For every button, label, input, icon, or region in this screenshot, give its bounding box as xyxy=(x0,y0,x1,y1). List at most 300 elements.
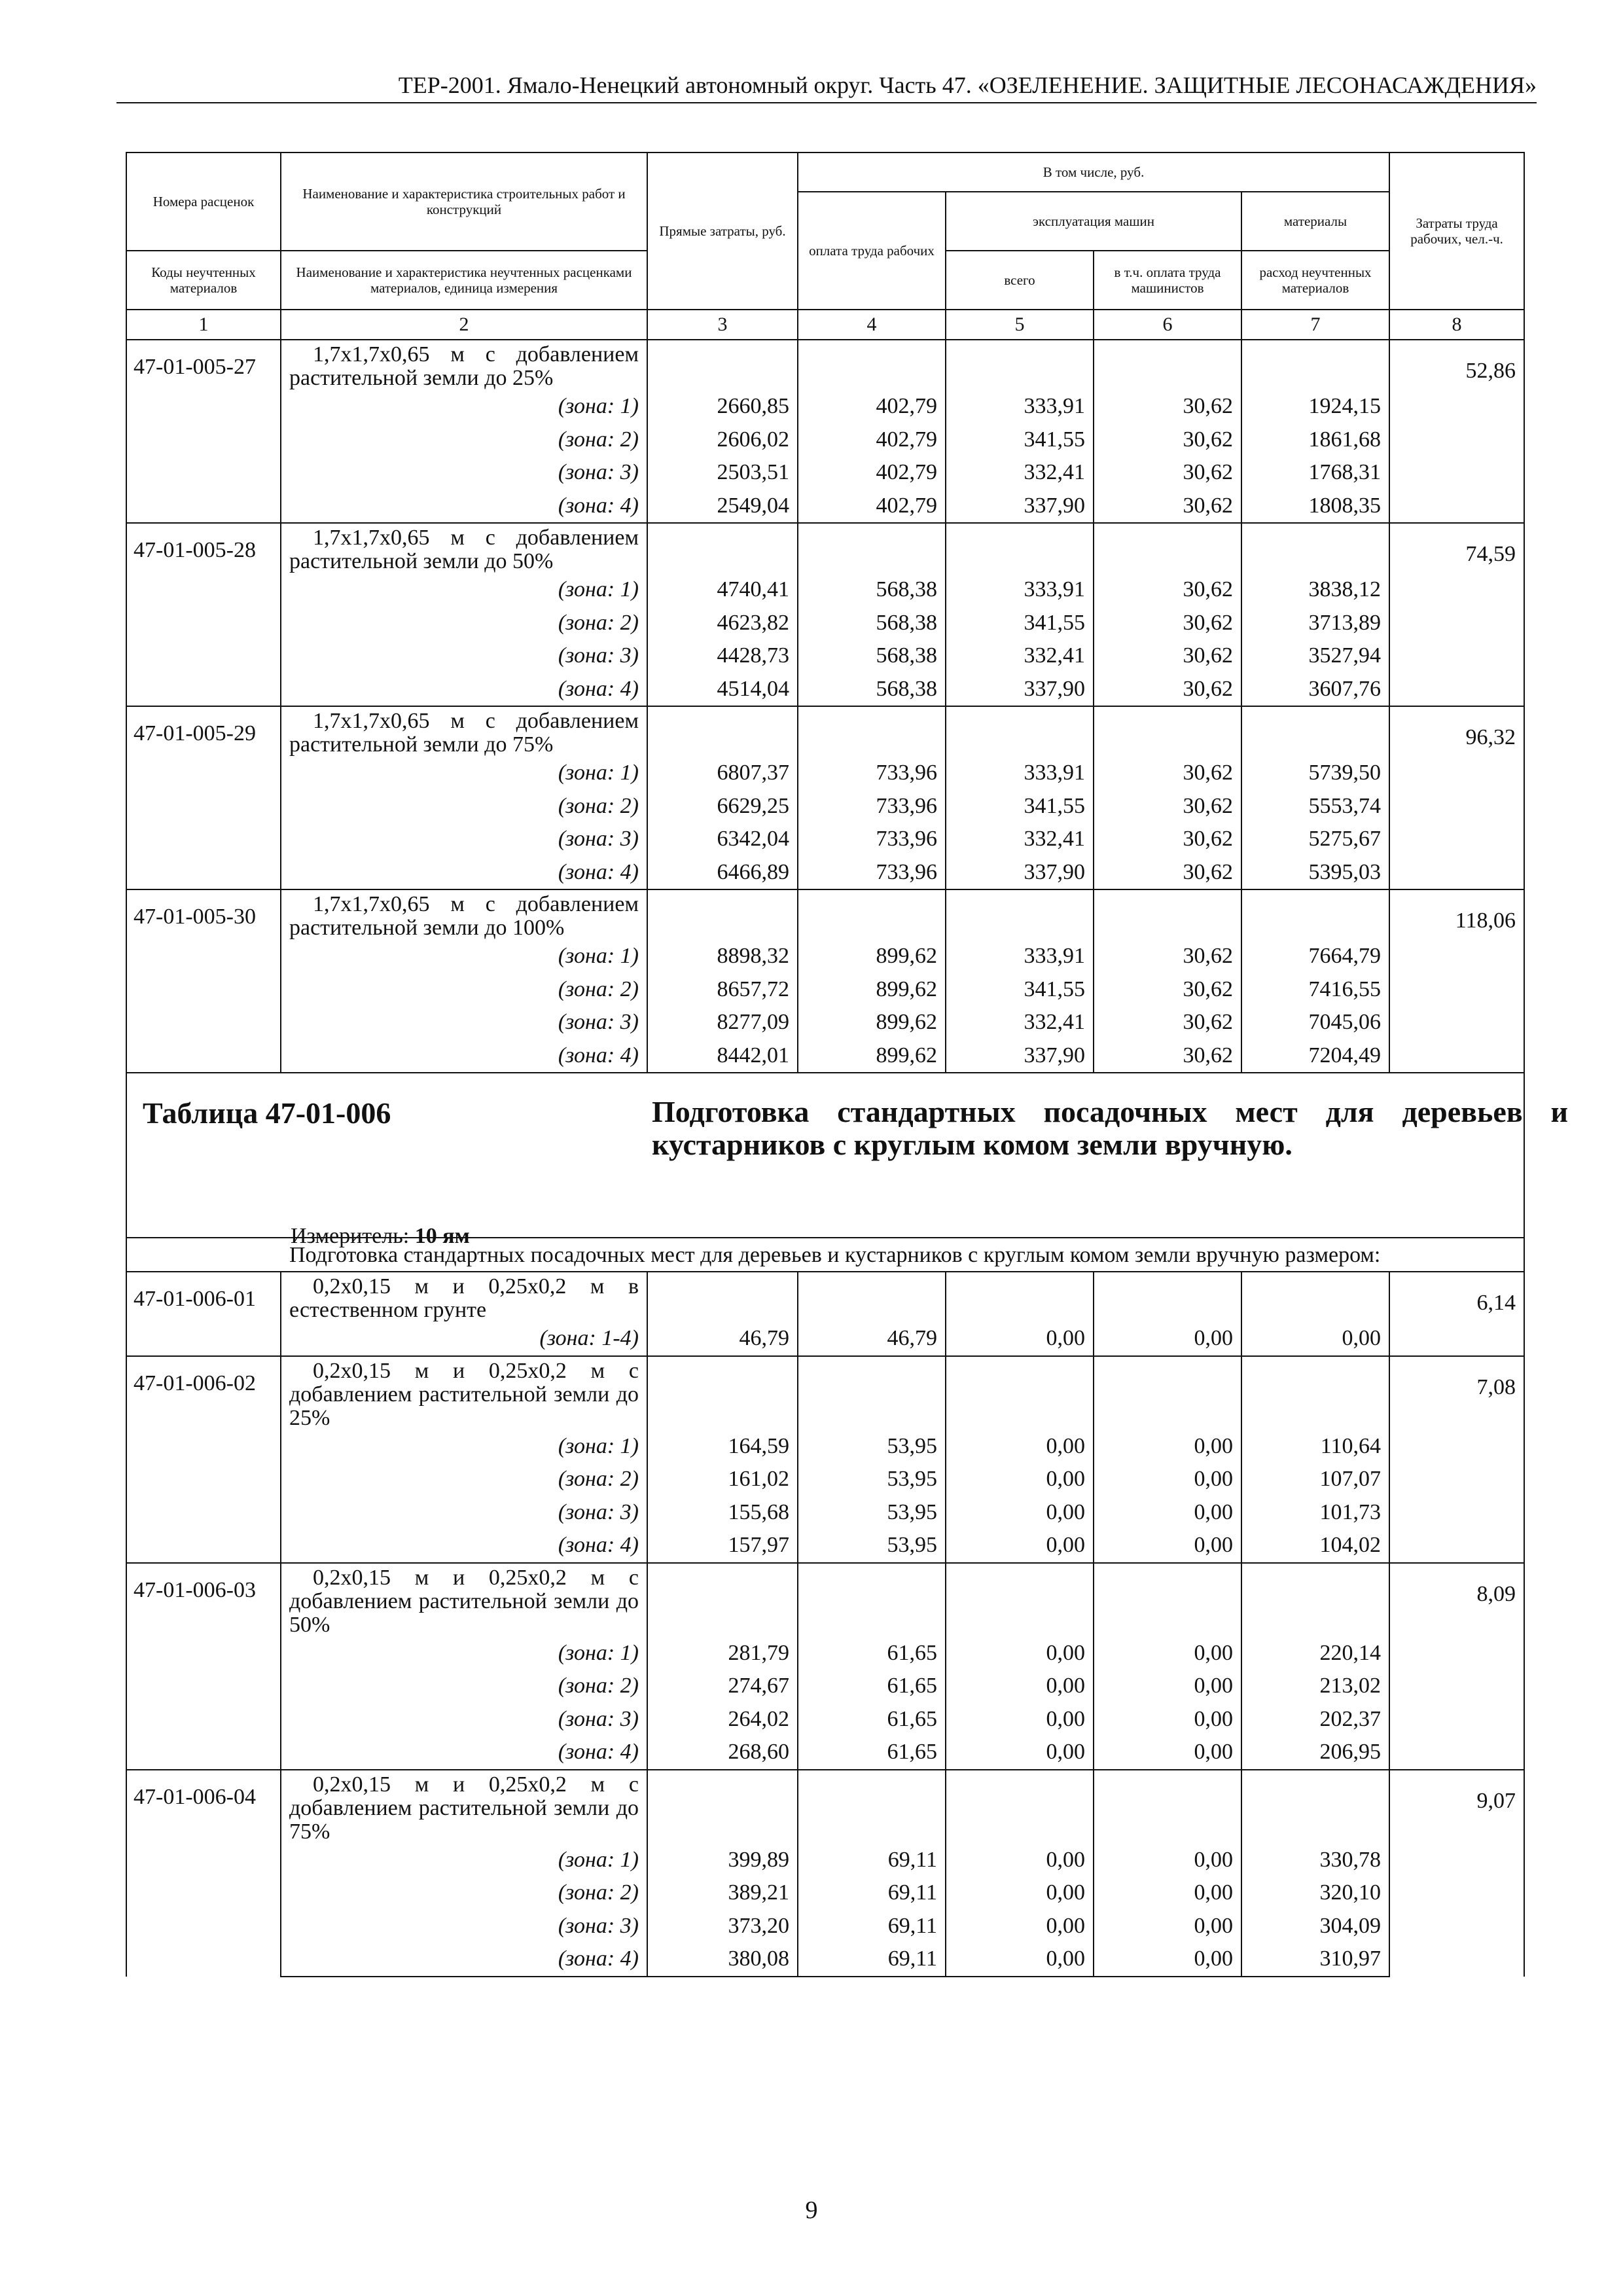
empty-cell xyxy=(798,1770,946,1844)
labor-pay: 53,95 xyxy=(798,1430,946,1463)
empty-cell xyxy=(647,889,798,940)
zone-label: (зона: 2) xyxy=(281,1670,647,1703)
empty-cell xyxy=(798,889,946,940)
entry-description xyxy=(281,706,647,757)
zone-label: (зона: 3) xyxy=(281,1703,647,1736)
header-labor-costs: Затраты труда рабочих, чел.-ч. xyxy=(1389,152,1524,310)
column-number: 7 xyxy=(1241,310,1389,340)
empty-cell xyxy=(798,1356,946,1430)
empty-cell xyxy=(946,1770,1094,1844)
machines-pay: 0,00 xyxy=(1094,1322,1241,1356)
materials-cost: 7416,55 xyxy=(1241,973,1389,1007)
empty-cell xyxy=(1094,1272,1241,1322)
empty-cell xyxy=(946,1272,1094,1322)
zone-row xyxy=(126,1463,1524,1496)
zone-label: (зона: 2) xyxy=(281,423,647,457)
direct-cost: 161,02 xyxy=(647,1463,798,1496)
materials-cost: 3607,76 xyxy=(1241,673,1389,707)
machines-pay: 30,62 xyxy=(1094,790,1241,823)
column-number: 5 xyxy=(946,310,1094,340)
rate-code: 47-01-006-02 xyxy=(126,1356,281,1563)
unit-line xyxy=(291,1224,470,1249)
machines-total: 337,90 xyxy=(946,490,1094,524)
direct-cost: 2503,51 xyxy=(647,456,798,490)
column-number: 8 xyxy=(1389,310,1524,340)
table-heading-row xyxy=(126,1073,1524,1238)
zone-row xyxy=(126,856,1524,890)
zone-row xyxy=(126,456,1524,490)
empty-cell xyxy=(798,706,946,757)
header-machines-pay: в т.ч. оплата труда машинистов xyxy=(1094,251,1241,310)
zone-label: (зона: 3) xyxy=(281,1496,647,1530)
materials-cost: 5739,50 xyxy=(1241,757,1389,790)
zone-label: (зона: 3) xyxy=(281,456,647,490)
header-name-top: Наименование и характеристика строительных работ и конструкций xyxy=(281,152,647,251)
section-title: Подготовка стандартных посадочных мест для деревьев и кустарников с круглым комом земли вручную размером: xyxy=(126,1238,1524,1272)
zone-row xyxy=(126,1006,1524,1039)
machines-pay: 0,00 xyxy=(1094,1703,1241,1736)
direct-cost: 281,79 xyxy=(647,1637,798,1670)
materials-cost: 110,64 xyxy=(1241,1430,1389,1463)
entry-row xyxy=(126,1356,1524,1430)
empty-cell xyxy=(1094,1356,1241,1430)
zone-label: (зона: 2) xyxy=(281,790,647,823)
zone-label: (зона: 1-4) xyxy=(281,1322,647,1356)
entry-description-text: 1,7х1,7х0,65 м с добавлением растительной земли до 75% xyxy=(289,709,639,757)
materials-cost: 5553,74 xyxy=(1241,790,1389,823)
zone-row xyxy=(126,607,1524,640)
direct-cost: 2606,02 xyxy=(647,423,798,457)
zone-row xyxy=(126,573,1524,607)
machines-total: 333,91 xyxy=(946,757,1094,790)
empty-cell xyxy=(647,1770,798,1844)
header-name-bottom: Наименование и характеристика неучтенных расценками материалов, единица измерения xyxy=(281,251,647,310)
materials-cost: 206,95 xyxy=(1241,1736,1389,1770)
labor-pay: 69,11 xyxy=(798,1943,946,1977)
labor-pay: 69,11 xyxy=(798,1876,946,1910)
direct-cost: 2549,04 xyxy=(647,490,798,524)
labor-pay: 46,79 xyxy=(798,1322,946,1356)
header-labor-pay: оплата труда рабочих xyxy=(798,192,946,310)
machines-pay: 30,62 xyxy=(1094,757,1241,790)
zone-row xyxy=(126,1876,1524,1910)
zone-label: (зона: 4) xyxy=(281,1039,647,1073)
zone-row xyxy=(126,1322,1524,1356)
entry-description xyxy=(281,523,647,573)
machines-total: 333,91 xyxy=(946,940,1094,973)
labor-pay: 733,96 xyxy=(798,856,946,890)
entry-description xyxy=(281,1356,647,1430)
entry-row xyxy=(126,1770,1524,1844)
labor-pay: 568,38 xyxy=(798,639,946,673)
machines-pay: 30,62 xyxy=(1094,973,1241,1007)
materials-cost: 1808,35 xyxy=(1241,490,1389,524)
zone-row xyxy=(126,1529,1524,1563)
direct-cost: 274,67 xyxy=(647,1670,798,1703)
direct-cost: 8657,72 xyxy=(647,973,798,1007)
labor-pay: 61,65 xyxy=(798,1736,946,1770)
entry-description xyxy=(281,1272,647,1322)
labor-pay: 733,96 xyxy=(798,823,946,856)
zone-row xyxy=(126,390,1524,423)
labor-pay: 733,96 xyxy=(798,790,946,823)
header-machines: эксплуатация машин xyxy=(946,192,1241,251)
machines-pay: 30,62 xyxy=(1094,1006,1241,1039)
machines-total: 332,41 xyxy=(946,1006,1094,1039)
labor-pay: 899,62 xyxy=(798,940,946,973)
entry-row xyxy=(126,1272,1524,1322)
empty-cell xyxy=(798,340,946,390)
zone-row xyxy=(126,639,1524,673)
machines-total: 341,55 xyxy=(946,790,1094,823)
labor-cost: 118,06 xyxy=(1389,889,1524,1073)
labor-cost: 8,09 xyxy=(1389,1563,1524,1770)
labor-pay: 402,79 xyxy=(798,390,946,423)
machines-pay: 30,62 xyxy=(1094,940,1241,973)
direct-cost: 155,68 xyxy=(647,1496,798,1530)
empty-cell xyxy=(946,706,1094,757)
labor-pay: 568,38 xyxy=(798,673,946,707)
materials-cost: 310,97 xyxy=(1241,1943,1389,1977)
machines-total: 0,00 xyxy=(946,1876,1094,1910)
table-heading xyxy=(126,1073,1568,1248)
zone-label: (зона: 1) xyxy=(281,757,647,790)
entry-row xyxy=(126,523,1524,573)
entries-group-a xyxy=(126,340,1524,1073)
machines-total: 333,91 xyxy=(946,573,1094,607)
direct-cost: 6342,04 xyxy=(647,823,798,856)
machines-pay: 30,62 xyxy=(1094,607,1241,640)
zone-label: (зона: 4) xyxy=(281,856,647,890)
direct-cost: 373,20 xyxy=(647,1910,798,1943)
materials-cost: 1861,68 xyxy=(1241,423,1389,457)
zone-label: (зона: 3) xyxy=(281,823,647,856)
empty-cell xyxy=(647,1563,798,1637)
direct-cost: 8898,32 xyxy=(647,940,798,973)
table-label: Таблица 47-01-006 xyxy=(143,1096,391,1130)
direct-cost: 157,97 xyxy=(647,1529,798,1563)
zone-row xyxy=(126,1844,1524,1877)
direct-cost: 4428,73 xyxy=(647,639,798,673)
empty-cell xyxy=(946,340,1094,390)
labor-cost: 7,08 xyxy=(1389,1356,1524,1563)
machines-pay: 30,62 xyxy=(1094,456,1241,490)
entry-description xyxy=(281,889,647,940)
zone-row xyxy=(126,1910,1524,1943)
machines-pay: 0,00 xyxy=(1094,1529,1241,1563)
zone-row xyxy=(126,1430,1524,1463)
machines-total: 0,00 xyxy=(946,1736,1094,1770)
zone-row xyxy=(126,757,1524,790)
empty-cell xyxy=(946,1563,1094,1637)
column-numbers-row xyxy=(126,310,1524,340)
table-header xyxy=(126,152,1524,310)
zone-row xyxy=(126,1039,1524,1073)
materials-cost: 5395,03 xyxy=(1241,856,1389,890)
empty-cell xyxy=(1241,1563,1389,1637)
zone-label: (зона: 1) xyxy=(281,573,647,607)
empty-cell xyxy=(1241,706,1389,757)
materials-cost: 5275,67 xyxy=(1241,823,1389,856)
direct-cost: 8442,01 xyxy=(647,1039,798,1073)
header-machines-total: всего xyxy=(946,251,1094,310)
materials-cost: 104,02 xyxy=(1241,1529,1389,1563)
empty-cell xyxy=(647,1272,798,1322)
machines-pay: 30,62 xyxy=(1094,390,1241,423)
entry-row xyxy=(126,706,1524,757)
direct-cost: 399,89 xyxy=(647,1844,798,1877)
machines-total: 0,00 xyxy=(946,1637,1094,1670)
machines-pay: 30,62 xyxy=(1094,673,1241,707)
zone-row xyxy=(126,1670,1524,1703)
materials-cost: 3713,89 xyxy=(1241,607,1389,640)
page-number: 9 xyxy=(805,2197,818,2224)
materials-cost: 3838,12 xyxy=(1241,573,1389,607)
machines-total: 337,90 xyxy=(946,856,1094,890)
zone-row xyxy=(126,1703,1524,1736)
machines-total: 0,00 xyxy=(946,1703,1094,1736)
entry-description xyxy=(281,340,647,390)
machines-total: 332,41 xyxy=(946,639,1094,673)
machines-total: 0,00 xyxy=(946,1322,1094,1356)
machines-pay: 0,00 xyxy=(1094,1844,1241,1877)
entry-description xyxy=(281,1563,647,1637)
labor-pay: 61,65 xyxy=(798,1670,946,1703)
machines-pay: 0,00 xyxy=(1094,1430,1241,1463)
machines-total: 0,00 xyxy=(946,1910,1094,1943)
zone-label: (зона: 4) xyxy=(281,1529,647,1563)
unit-label: Измеритель: xyxy=(291,1224,410,1248)
empty-cell xyxy=(1094,340,1241,390)
zone-row xyxy=(126,1943,1524,1977)
zone-row xyxy=(126,790,1524,823)
zone-row xyxy=(126,490,1524,524)
materials-cost: 101,73 xyxy=(1241,1496,1389,1530)
header-codes-top: Номера расценок xyxy=(126,152,281,251)
machines-total: 0,00 xyxy=(946,1943,1094,1977)
machines-pay: 0,00 xyxy=(1094,1943,1241,1977)
machines-total: 333,91 xyxy=(946,390,1094,423)
empty-cell xyxy=(1094,1770,1241,1844)
entries-group-b xyxy=(126,1272,1524,1977)
machines-total: 0,00 xyxy=(946,1670,1094,1703)
zone-label: (зона: 2) xyxy=(281,1876,647,1910)
zone-row xyxy=(126,1637,1524,1670)
zone-label: (зона: 4) xyxy=(281,1943,647,1977)
zone-row xyxy=(126,673,1524,707)
empty-cell xyxy=(647,1356,798,1430)
empty-cell xyxy=(1241,1356,1389,1430)
machines-total: 332,41 xyxy=(946,823,1094,856)
machines-pay: 30,62 xyxy=(1094,1039,1241,1073)
entry-description xyxy=(281,1770,647,1844)
machines-pay: 0,00 xyxy=(1094,1876,1241,1910)
column-number: 6 xyxy=(1094,310,1241,340)
materials-cost: 213,02 xyxy=(1241,1670,1389,1703)
empty-cell xyxy=(798,523,946,573)
entry-description-text: 0,2х0,15 м и 0,25х0,2 м в естественном грунте xyxy=(289,1274,639,1322)
empty-cell xyxy=(647,706,798,757)
unit-value: 10 ям xyxy=(414,1224,470,1248)
empty-cell xyxy=(946,1356,1094,1430)
column-number: 4 xyxy=(798,310,946,340)
entry-description-text: 1,7х1,7х0,65 м с добавлением растительной земли до 50% xyxy=(289,526,639,573)
zone-row xyxy=(126,973,1524,1007)
rate-code: 47-01-005-29 xyxy=(126,706,281,889)
materials-cost: 7664,79 xyxy=(1241,940,1389,973)
header-codes-bottom: Коды неучтенных материалов xyxy=(126,251,281,310)
zone-row xyxy=(126,940,1524,973)
direct-cost: 389,21 xyxy=(647,1876,798,1910)
direct-cost: 46,79 xyxy=(647,1322,798,1356)
materials-cost: 202,37 xyxy=(1241,1703,1389,1736)
empty-cell xyxy=(798,1563,946,1637)
machines-pay: 0,00 xyxy=(1094,1910,1241,1943)
zone-label: (зона: 3) xyxy=(281,1910,647,1943)
zone-label: (зона: 2) xyxy=(281,607,647,640)
labor-pay: 61,65 xyxy=(798,1637,946,1670)
labor-pay: 53,95 xyxy=(798,1529,946,1563)
column-number: 3 xyxy=(647,310,798,340)
empty-cell xyxy=(1094,889,1241,940)
entry-row xyxy=(126,889,1524,940)
zone-label: (зона: 2) xyxy=(281,973,647,1007)
machines-pay: 0,00 xyxy=(1094,1637,1241,1670)
zone-row xyxy=(126,423,1524,457)
zone-label: (зона: 1) xyxy=(281,390,647,423)
empty-cell xyxy=(946,889,1094,940)
zone-row xyxy=(126,1496,1524,1530)
direct-cost: 2660,85 xyxy=(647,390,798,423)
materials-cost: 0,00 xyxy=(1241,1322,1389,1356)
machines-total: 0,00 xyxy=(946,1463,1094,1496)
labor-pay: 568,38 xyxy=(798,573,946,607)
labor-cost: 9,07 xyxy=(1389,1770,1524,1977)
labor-pay: 733,96 xyxy=(798,757,946,790)
direct-cost: 4740,41 xyxy=(647,573,798,607)
zone-label: (зона: 4) xyxy=(281,673,647,707)
header-materials-use: расход неучтенных материалов xyxy=(1241,251,1389,310)
labor-pay: 402,79 xyxy=(798,490,946,524)
header-direct-costs: Прямые затраты, руб. xyxy=(647,152,798,310)
empty-cell xyxy=(1094,523,1241,573)
entry-description-text: 0,2х0,15 м и 0,25х0,2 м с добавлением растительной земли до 25% xyxy=(289,1358,639,1430)
entry-description-text: 0,2х0,15 м и 0,25х0,2 м с добавлением растительной земли до 50% xyxy=(289,1565,639,1637)
direct-cost: 4514,04 xyxy=(647,673,798,707)
machines-total: 0,00 xyxy=(946,1529,1094,1563)
price-table xyxy=(126,152,1568,1977)
machines-total: 337,90 xyxy=(946,673,1094,707)
running-header: ТЕР-2001. Ямало-Ненецкий автономный округ. Часть 47. «ОЗЕЛЕНЕНИЕ. ЗАЩИТНЫЕ ЛЕСОНАСАЖДЕНИЯ» xyxy=(116,71,1537,103)
machines-pay: 30,62 xyxy=(1094,856,1241,890)
materials-cost: 1924,15 xyxy=(1241,390,1389,423)
rate-code: 47-01-006-01 xyxy=(126,1272,281,1356)
machines-pay: 30,62 xyxy=(1094,490,1241,524)
materials-cost: 7045,06 xyxy=(1241,1006,1389,1039)
labor-cost: 6,14 xyxy=(1389,1272,1524,1356)
labor-pay: 53,95 xyxy=(798,1496,946,1530)
rate-code: 47-01-006-04 xyxy=(126,1770,281,1977)
zone-label: (зона: 3) xyxy=(281,639,647,673)
materials-cost: 304,09 xyxy=(1241,1910,1389,1943)
entry-row xyxy=(126,1563,1524,1637)
rate-code: 47-01-005-30 xyxy=(126,889,281,1073)
entry-description-text: 1,7х1,7х0,65 м с добавлением растительной земли до 25% xyxy=(289,342,639,390)
direct-cost: 6807,37 xyxy=(647,757,798,790)
empty-cell xyxy=(1094,1563,1241,1637)
empty-cell xyxy=(1241,523,1389,573)
empty-cell xyxy=(946,523,1094,573)
empty-cell xyxy=(1241,340,1389,390)
empty-cell xyxy=(1241,1272,1389,1322)
labor-pay: 69,11 xyxy=(798,1910,946,1943)
direct-cost: 6629,25 xyxy=(647,790,798,823)
zone-label: (зона: 1) xyxy=(281,940,647,973)
labor-pay: 568,38 xyxy=(798,607,946,640)
machines-total: 0,00 xyxy=(946,1496,1094,1530)
zone-label: (зона: 1) xyxy=(281,1430,647,1463)
direct-cost: 8277,09 xyxy=(647,1006,798,1039)
empty-cell xyxy=(647,523,798,573)
column-number: 1 xyxy=(126,310,281,340)
machines-total: 341,55 xyxy=(946,607,1094,640)
zone-row xyxy=(126,823,1524,856)
table-title: Подготовка стандартных посадочных мест для деревьев и кустарников с круглым комом земли вручную. xyxy=(652,1095,1568,1161)
header-including: В том числе, руб. xyxy=(798,152,1389,192)
materials-cost: 330,78 xyxy=(1241,1844,1389,1877)
entry-description-text: 0,2х0,15 м и 0,25х0,2 м с добавлением растительной земли до 75% xyxy=(289,1772,639,1844)
labor-pay: 899,62 xyxy=(798,973,946,1007)
labor-cost: 96,32 xyxy=(1389,706,1524,889)
entry-row xyxy=(126,340,1524,390)
entry-description-text: 1,7х1,7х0,65 м с добавлением растительной земли до 100% xyxy=(289,892,639,940)
zone-label: (зона: 4) xyxy=(281,490,647,524)
machines-pay: 0,00 xyxy=(1094,1463,1241,1496)
machines-total: 341,55 xyxy=(946,973,1094,1007)
materials-cost: 220,14 xyxy=(1241,1637,1389,1670)
materials-cost: 7204,49 xyxy=(1241,1039,1389,1073)
machines-pay: 0,00 xyxy=(1094,1736,1241,1770)
machines-pay: 30,62 xyxy=(1094,639,1241,673)
zone-label: (зона: 2) xyxy=(281,1463,647,1496)
machines-total: 0,00 xyxy=(946,1430,1094,1463)
labor-pay: 899,62 xyxy=(798,1006,946,1039)
materials-cost: 320,10 xyxy=(1241,1876,1389,1910)
zone-label: (зона: 1) xyxy=(281,1637,647,1670)
zone-label: (зона: 1) xyxy=(281,1844,647,1877)
labor-cost: 74,59 xyxy=(1389,523,1524,706)
labor-cost: 52,86 xyxy=(1389,340,1524,523)
rate-code: 47-01-005-28 xyxy=(126,523,281,706)
machines-pay: 30,62 xyxy=(1094,423,1241,457)
rate-code: 47-01-006-03 xyxy=(126,1563,281,1770)
direct-cost: 164,59 xyxy=(647,1430,798,1463)
labor-pay: 402,79 xyxy=(798,423,946,457)
machines-pay: 30,62 xyxy=(1094,823,1241,856)
zone-label: (зона: 4) xyxy=(281,1736,647,1770)
direct-cost: 268,60 xyxy=(647,1736,798,1770)
header-materials: материалы xyxy=(1241,192,1389,251)
labor-pay: 899,62 xyxy=(798,1039,946,1073)
empty-cell xyxy=(1241,889,1389,940)
machines-total: 337,90 xyxy=(946,1039,1094,1073)
direct-cost: 6466,89 xyxy=(647,856,798,890)
machines-pay: 30,62 xyxy=(1094,573,1241,607)
rate-code: 47-01-005-27 xyxy=(126,340,281,523)
labor-pay: 53,95 xyxy=(798,1463,946,1496)
machines-pay: 0,00 xyxy=(1094,1496,1241,1530)
materials-cost: 107,07 xyxy=(1241,1463,1389,1496)
